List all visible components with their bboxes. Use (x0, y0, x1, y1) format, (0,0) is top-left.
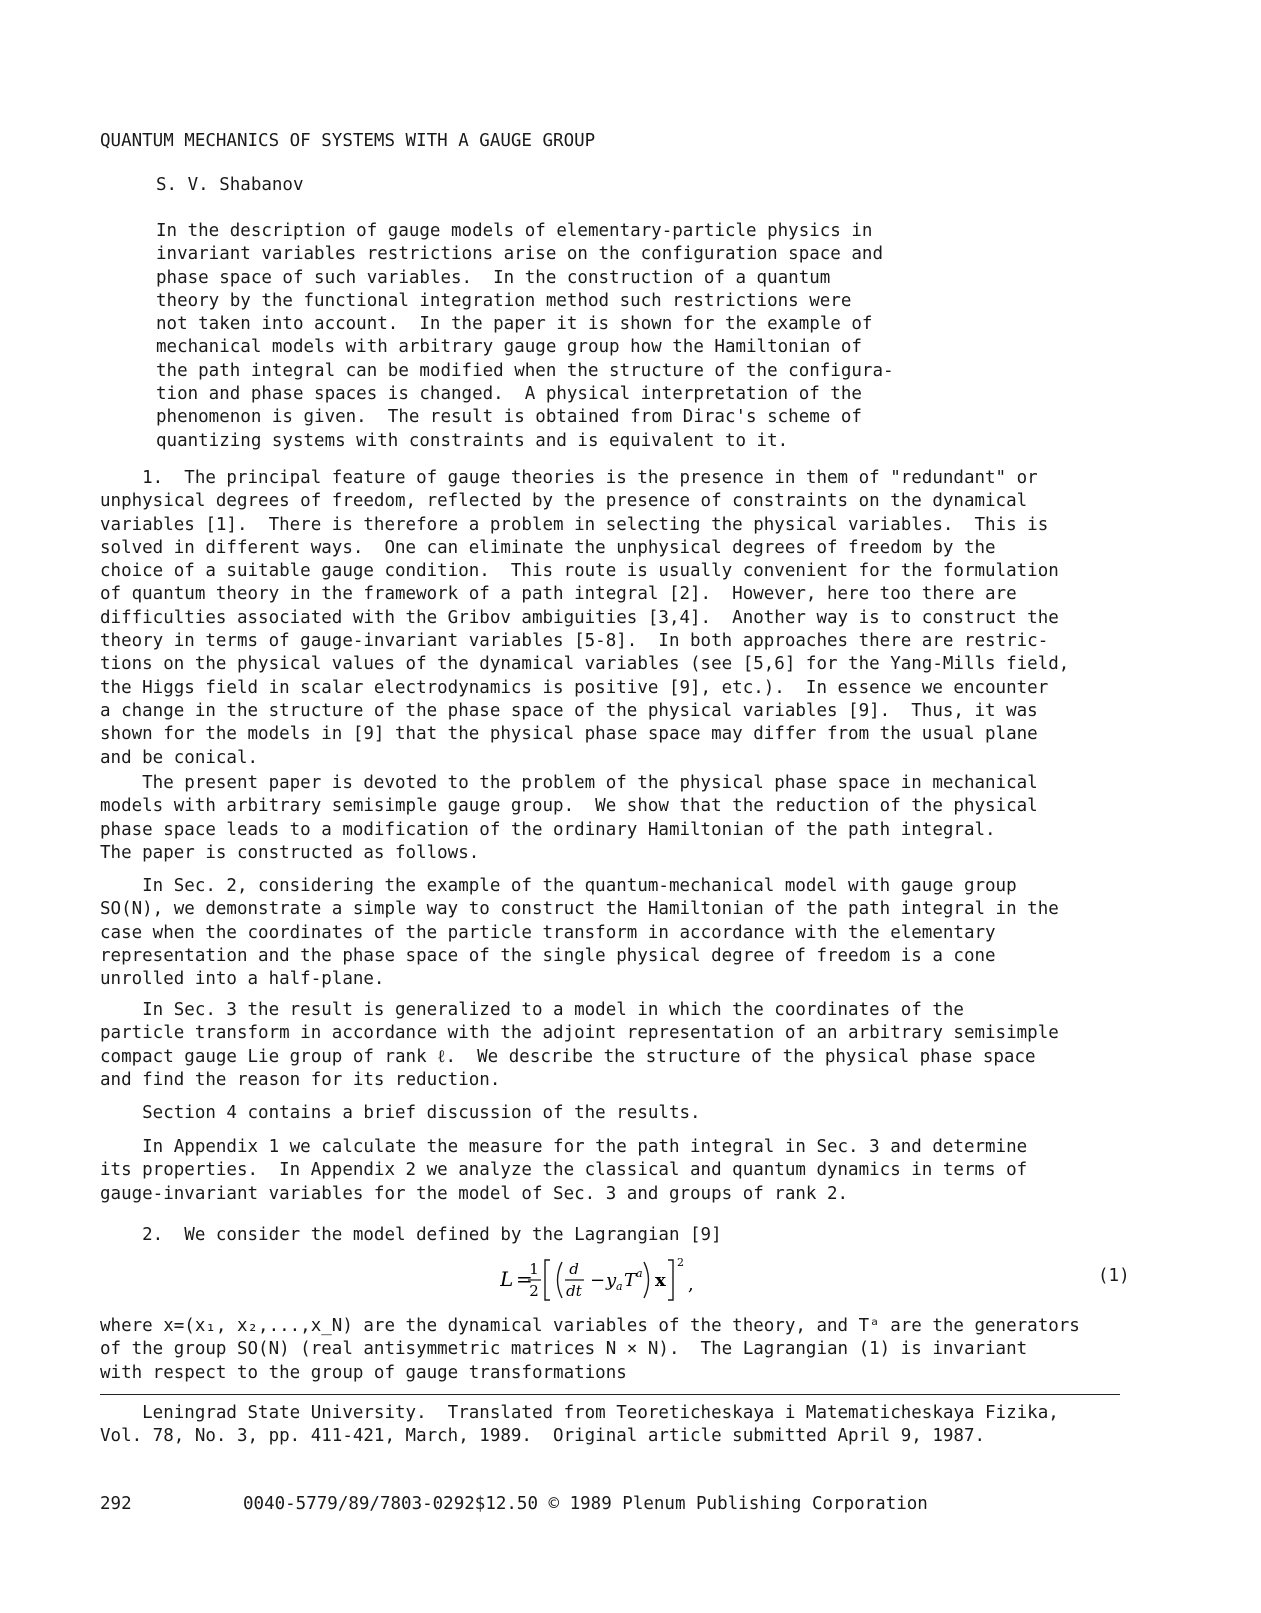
abstract-line: mechanical models with arbitrary gauge group how the Hamiltonian of (156, 337, 862, 358)
text-line: models with arbitrary semisimple gauge group. We show that the reduction of the physical (100, 796, 1038, 817)
text-line: solved in different ways. One can eliminate the unphysical degrees of freedom by the (100, 537, 996, 558)
paragraph-8 (100, 1315, 1080, 1385)
footnote-rule (100, 1394, 1120, 1395)
text-line: 1. The principal feature of gauge theories is the presence in them of "redundant" or (100, 468, 1038, 488)
text-line: compact gauge Lie group of rank ℓ. We describe the structure of the physical phase space (100, 1046, 1036, 1067)
eq-term: y (606, 1270, 617, 1291)
abstract-line: phase space of such variables. In the construction of a quantum (156, 267, 831, 288)
text-line: difficulties associated with the Gribov ambiguities [3,4]. Another way is to construct the (100, 607, 1059, 628)
abstract-line: phenomenon is given. The result is obtained from Dirac's scheme of (156, 407, 862, 428)
text-line: particle transform in accordance with the adjoint representation of an arbitrary semisimple (100, 1023, 1059, 1044)
abstract-line: the path integral can be modified when the structure of the configura- (156, 360, 894, 381)
eq-power: 2 (677, 1256, 684, 1269)
text-line: of quantum theory in the framework of a path integral [2]. However, here too there are (100, 584, 1017, 605)
text-line: phase space leads to a modification of the ordinary Hamiltonian of the path integral. (100, 819, 996, 840)
publication-code: 0040-5779/89/7803-0292$12.50 © 1989 Plenum Publishing Corporation (243, 1494, 928, 1514)
text-line: with respect to the group of gauge transformations (100, 1362, 627, 1383)
paragraph-2 (100, 772, 1038, 865)
text-line: SO(N), we demonstrate a simple way to construct the Hamiltonian of the path integral in the (100, 899, 1059, 920)
eq-comma: , (688, 1274, 694, 1295)
eq-frac-num: 1 (529, 1260, 539, 1278)
eq-paren-right (644, 1262, 649, 1298)
text-line: In Appendix 1 we calculate the measure for the path integral in Sec. 3 and determine (100, 1137, 1028, 1157)
eq-equals: = (516, 1267, 533, 1291)
text-line: tions on the physical values of the dynamical variables (see [5,6] for the Yang-Mills field, (100, 654, 1070, 675)
text-line: theory in terms of gauge-invariant variables [5-8]. In both approaches there are restric- (100, 631, 1049, 652)
lagrangian-equation (500, 1252, 740, 1310)
paragraph-7: 2. We consider the model defined by the Lagrangian [9] (100, 1225, 722, 1245)
paragraph-4 (100, 999, 1059, 1092)
eq-bracket-right (668, 1260, 673, 1300)
text-line: of the group SO(N) (real antisymmetric matrices N × N). The Lagrangian (1) is invariant (100, 1339, 1028, 1360)
text-line: and find the reason for its reduction. (100, 1069, 501, 1090)
page-number: 292 (100, 1494, 132, 1514)
eq-vec: x (655, 1270, 666, 1291)
text-line: its properties. In Appendix 2 we analyze the classical and quantum dynamics in terms of (100, 1160, 1028, 1181)
paragraph-5: Section 4 contains a brief discussion of the results. (100, 1103, 701, 1123)
paper-title: QUANTUM MECHANICS OF SYSTEMS WITH A GAUGE GROUP (100, 131, 596, 151)
footnote (100, 1402, 1059, 1449)
paragraph-3 (100, 875, 1059, 991)
abstract (156, 220, 894, 453)
text-line: choice of a suitable gauge condition. This route is usually convenient for the formulation (100, 561, 1059, 582)
abstract-line: tion and phase spaces is changed. A physical interpretation of the (156, 384, 862, 405)
footnote-line: Leningrad State University. Translated from Teoreticheskaya i Matematicheskaya Fizika, (100, 1403, 1059, 1423)
eq-lhs: L (500, 1267, 514, 1291)
eq-bracket-left (545, 1260, 550, 1300)
abstract-line: theory by the functional integration method such restrictions were (156, 290, 852, 311)
author-name: S. V. Shabanov (156, 175, 304, 195)
text-line: shown for the models in [9] that the physical phase space may differ from the usual plane (100, 724, 1038, 745)
eq-gen: T (624, 1270, 637, 1291)
eq-gen-sup: a (636, 1267, 643, 1280)
text-line: In Sec. 2, considering the example of the quantum-mechanical model with gauge group (100, 876, 1017, 896)
abstract-line: In the description of gauge models of elementary-particle physics in (156, 221, 873, 241)
text-line: The paper is constructed as follows. (100, 842, 480, 863)
abstract-line: quantizing systems with constraints and is equivalent to it. (156, 430, 789, 451)
paragraph-6 (100, 1136, 1027, 1206)
eq-d-den: dt (566, 1282, 582, 1300)
text-line: gauge-invariant variables for the model of Sec. 3 and groups of rank 2. (100, 1183, 849, 1204)
eq-term-sub: a (616, 1280, 623, 1293)
text-line: In Sec. 3 the result is generalized to a model in which the coordinates of the (100, 1000, 964, 1020)
eq-frac-den: 2 (529, 1282, 539, 1300)
text-line: representation and the phase space of the single physical degree of freedom is a cone (100, 945, 996, 966)
text-line: unrolled into a half-plane. (100, 969, 385, 990)
abstract-line: not taken into account. In the paper it is shown for the example of (156, 314, 873, 335)
text-line: a change in the structure of the phase space of the physical variables [9]. Thus, it was (100, 700, 1038, 721)
paragraph-1 (100, 467, 1069, 770)
text-line: where x=(x₁, x₂,...,x_N) are the dynamical variables of the theory, and Tᵃ are the generators (100, 1316, 1080, 1336)
eq-minus: − (590, 1270, 606, 1291)
eq-d-num: d (569, 1260, 579, 1278)
text-line: The present paper is devoted to the problem of the physical phase space in mechanical (100, 773, 1038, 793)
abstract-line: invariant variables restrictions arise on the configuration space and (156, 244, 883, 265)
text-line: the Higgs field in scalar electrodynamics is positive [9], etc.). In essence we encounter (100, 677, 1049, 698)
eq-paren-left (558, 1262, 563, 1298)
equation-number: (1) (1098, 1266, 1130, 1286)
text-line: unphysical degrees of freedom, reflected by the presence of constraints on the dynamical (100, 491, 1028, 512)
text-line: case when the coordinates of the particle transform in accordance with the elementary (100, 922, 996, 943)
text-line: and be conical. (100, 747, 259, 768)
text-line: variables [1]. There is therefore a problem in selecting the physical variables. This is (100, 514, 1049, 535)
footnote-line: Vol. 78, No. 3, pp. 411-421, March, 1989. Original article submitted April 9, 1987. (100, 1426, 986, 1447)
